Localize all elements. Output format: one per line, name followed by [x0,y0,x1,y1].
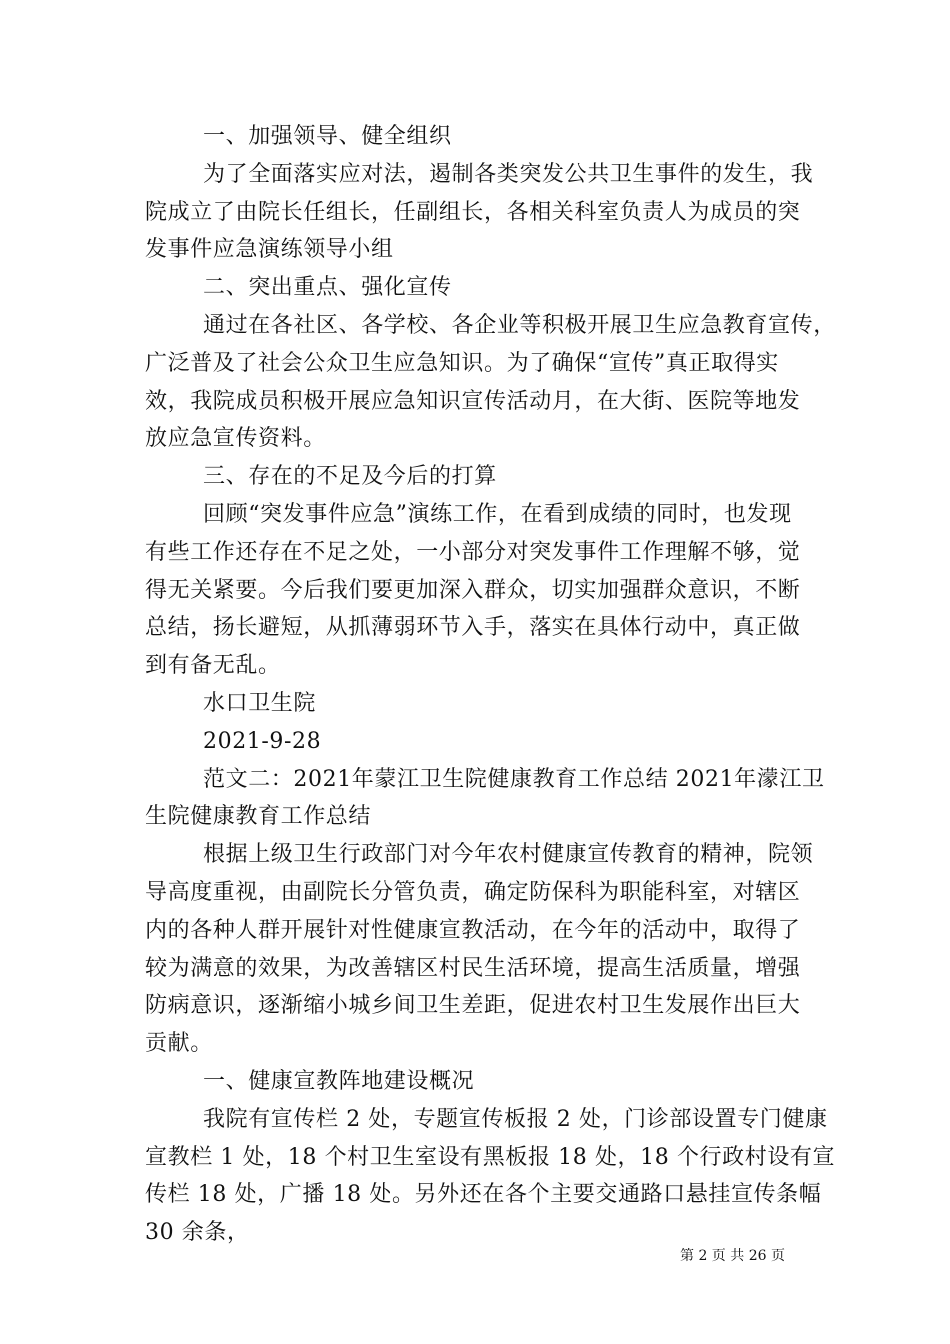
paragraph-line: 效，我院成员积极开展应急知识宣传活动月，在大街、医院等地发 [145,388,801,414]
paragraph-line: 通过在各社区、各学校、各企业等积极开展卫生应急教育宣传， [203,312,836,338]
paragraph-line: 有些工作还存在不足之处，一小部分对突发事件工作理解不够，觉 [145,539,801,565]
paragraph-line: 得无关紧要。今后我们要更加深入群众，切实加强群众意识，不断 [145,577,801,603]
section-heading: 三、存在的不足及今后的打算 [203,464,497,490]
paragraph-line: 为了全面落实应对法，遏制各类突发公共卫生事件的发生，我 [203,161,814,187]
paragraph-line: 贡献。 [145,1031,213,1057]
page-number: 第 2 页 共 26 页 [680,1248,785,1264]
signature: 水口卫生院 [203,690,317,716]
paragraph-line: 传栏 18 处，广播 18 处。另外还在各个主要交通路口悬挂宣传条幅 [145,1182,822,1208]
document-body [145,118,836,1252]
paragraph-line: 根据上级卫生行政部门对今年农村健康宣传教育的精神，院领 [203,842,814,868]
paragraph-line: 导高度重视，由副院长分管负责，确定防保科为职能科室，对辖区 [145,879,801,905]
section-title: 生院健康教育工作总结 [145,804,372,830]
paragraph-line: 到有备无乱。 [145,653,281,679]
paragraph-line: 较为满意的效果，为改善辖区村民生活环境，提高生活质量，增强 [145,955,801,981]
paragraph-line: 宣教栏 1 处，18 个村卫生室设有黑板报 18 处，18 个行政村设有宣 [145,1144,836,1170]
paragraph-line: 院成立了由院长任组长，任副组长，各相关科室负责人为成员的突 [145,199,801,225]
section-heading: 二、突出重点、强化宣传 [203,275,452,301]
paragraph-line: 放应急宣传资料。 [145,426,326,452]
section-title: 范文二：2021年蒙江卫生院健康教育工作总结 2021年濛江卫 [203,766,825,792]
paragraph-line: 我院有宣传栏 2 处，专题宣传板报 2 处，门诊部设置专门健康 [203,1106,828,1132]
paragraph-line: 回顾“突发事件应急”演练工作，在看到成绩的同时，也发现 [203,501,792,527]
section-heading: 一、健康宣教阵地建设概况 [203,1068,475,1094]
date: 2021-9-28 [203,728,322,754]
section-heading: 一、加强领导、健全组织 [203,124,452,149]
paragraph-line: 总结，扬长避短，从抓薄弱环节入手，落实在具体行动中，真正做 [145,615,801,641]
paragraph-line: 发事件应急演练领导小组 [145,237,394,263]
paragraph-line: 防病意识，逐渐缩小城乡间卫生差距，促进农村卫生发展作出巨大 [145,993,801,1019]
paragraph-line: 广泛普及了社会公众卫生应急知识。为了确保“宣传”真正取得实 [145,350,779,376]
paragraph-line: 30 余条， [145,1220,250,1246]
paragraph-line: 内的各种人群开展针对性健康宣教活动，在今年的活动中，取得了 [145,917,801,943]
